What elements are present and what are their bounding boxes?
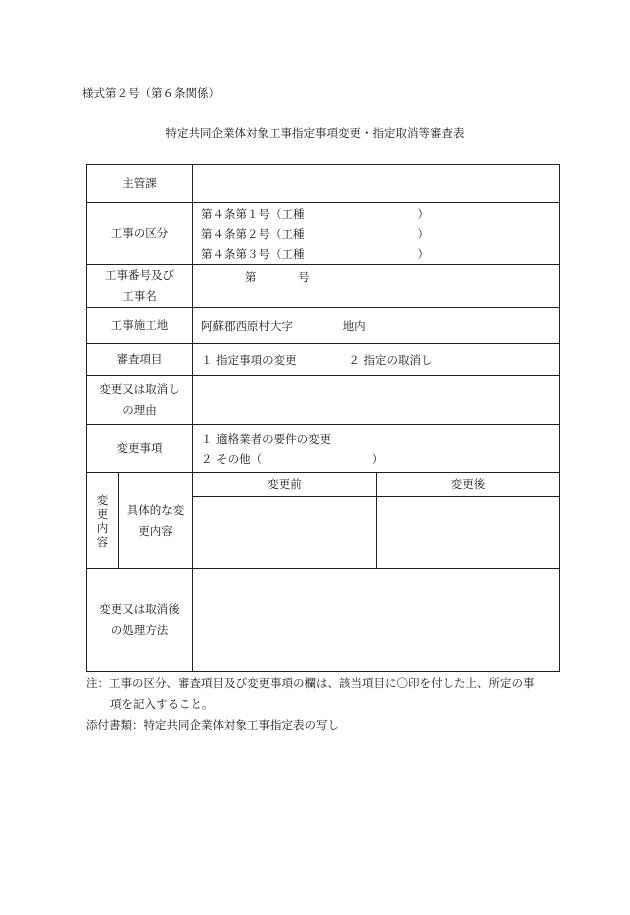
category-option-2-text: 第４条第２号（工種 bbox=[201, 226, 305, 241]
before-value-cell[interactable] bbox=[193, 497, 377, 569]
vertical-char-4: 容 bbox=[96, 534, 109, 549]
row-category bbox=[87, 203, 560, 265]
label-reason-line2: の理由 bbox=[122, 403, 157, 417]
row-change-content-header bbox=[87, 473, 560, 497]
category-option-2-close: ） bbox=[417, 226, 429, 241]
header-before: 変更前 bbox=[193, 473, 377, 497]
category-option-3[interactable] bbox=[201, 244, 559, 264]
row-method bbox=[87, 569, 560, 672]
label-department: 主管課 bbox=[87, 165, 193, 203]
category-option-2[interactable] bbox=[201, 224, 559, 244]
row-reason bbox=[87, 376, 560, 425]
note-text-2: 項を記入すること。 bbox=[110, 697, 214, 711]
number-dai: 第 bbox=[245, 270, 257, 284]
change-items-options[interactable] bbox=[193, 425, 560, 473]
review-options[interactable] bbox=[193, 344, 560, 376]
after-value-cell[interactable] bbox=[377, 497, 560, 569]
label-reason-line1: 変更又は取消し bbox=[99, 382, 180, 396]
note-line-1 bbox=[86, 673, 566, 694]
document-title: 特定共同企業体対象工事指定事項変更・指定取消等審査表 bbox=[165, 126, 465, 140]
label-number bbox=[87, 265, 193, 308]
location-suffix: 地内 bbox=[342, 318, 366, 333]
label-method bbox=[87, 569, 193, 672]
label-reason bbox=[87, 376, 193, 425]
label-location: 工事施工地 bbox=[87, 308, 193, 344]
department-value-cell[interactable] bbox=[193, 165, 560, 203]
row-review bbox=[87, 344, 560, 376]
label-change-content-vertical bbox=[87, 473, 119, 569]
review-option-2[interactable]: ２ 指定の取消し bbox=[348, 352, 433, 367]
label-detail-line1: 具体的な変 bbox=[126, 502, 185, 517]
review-sheet-table bbox=[86, 164, 560, 672]
label-method-line1: 変更又は取消後 bbox=[99, 602, 180, 616]
change-items-option-1[interactable]: １ 適格業者の要件の変更 bbox=[201, 431, 332, 446]
note-text-1: 工事の区分、審査項目及び変更事項の欄は、該当項目に〇印を付した上、所定の事 bbox=[109, 676, 535, 690]
category-options[interactable] bbox=[193, 203, 560, 265]
location-place: 阿蘇郡西原村大字 bbox=[201, 318, 293, 333]
label-category: 工事の区分 bbox=[87, 203, 193, 265]
row-location bbox=[87, 308, 560, 344]
row-department bbox=[87, 165, 560, 203]
label-number-line2: 工事名 bbox=[122, 289, 157, 303]
category-option-1-close: ） bbox=[417, 206, 429, 221]
vertical-char-2: 更 bbox=[96, 506, 109, 521]
label-method-line2: の処理方法 bbox=[110, 623, 169, 637]
vertical-char-3: 内 bbox=[96, 520, 109, 535]
method-value-cell[interactable] bbox=[193, 569, 560, 672]
label-change-content-detail bbox=[119, 473, 193, 569]
notes-section bbox=[86, 673, 566, 736]
change-items-option-2-close: ） bbox=[371, 451, 384, 466]
number-go: 号 bbox=[298, 270, 310, 284]
row-number bbox=[87, 265, 560, 308]
label-change-items: 変更事項 bbox=[87, 425, 193, 473]
note-prefix: 注： bbox=[86, 676, 109, 690]
category-option-3-close: ） bbox=[417, 246, 429, 261]
header-after: 変更後 bbox=[377, 473, 560, 497]
label-number-line1: 工事番号及び bbox=[105, 268, 174, 282]
change-items-option-2-open: ２ その他（ bbox=[201, 451, 263, 466]
change-items-option-2[interactable] bbox=[201, 449, 559, 469]
reason-value-cell[interactable] bbox=[193, 376, 560, 425]
category-option-1[interactable] bbox=[201, 204, 559, 224]
location-value-cell[interactable] bbox=[193, 308, 560, 344]
number-value-cell[interactable] bbox=[193, 265, 560, 308]
form-number: 様式第２号（第６条関係） bbox=[82, 86, 220, 100]
vertical-char-1: 変 bbox=[96, 492, 109, 507]
label-review: 審査項目 bbox=[87, 344, 193, 376]
row-change-items bbox=[87, 425, 560, 473]
review-option-1[interactable]: １ 指定事項の変更 bbox=[201, 352, 297, 367]
category-option-1-text: 第４条第１号（工種 bbox=[201, 206, 305, 221]
category-option-3-text: 第４条第３号（工種 bbox=[201, 246, 305, 261]
label-detail-line2: 更内容 bbox=[138, 523, 173, 538]
attachment-note: 添付書類：特定共同企業体対象工事指定表の写し bbox=[86, 718, 339, 732]
